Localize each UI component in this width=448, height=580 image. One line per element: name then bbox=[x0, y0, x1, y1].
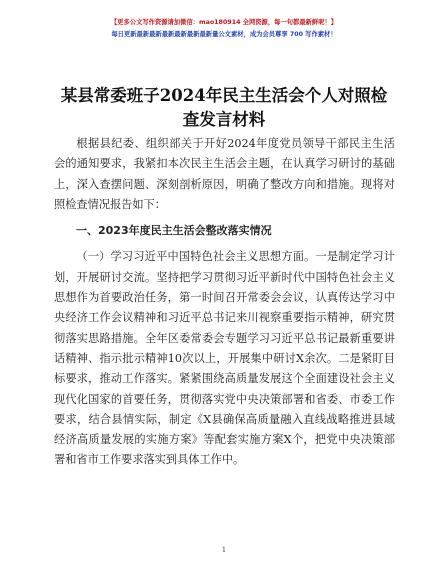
banner-line-red: 【更多公文写作资源请加微信：mao180914 全网资源，每一句都最新鲜呢！】 bbox=[110, 19, 338, 26]
banner-line-blue: 每日更新最新最新最新最新最新最新量公文素材，成为会员尊享 700 写作素材！ bbox=[111, 31, 337, 38]
document-title: 某县常委班子2024年民主生活会个人对照检查发言材料 bbox=[60, 86, 388, 129]
intro-paragraph: 根据县纪委、组织部关于开好2024年度党员领导干部民主生活会的通知要求，我紧扣本次民主生活会主题，在认真学习研讨的基础上，深入查摆问题、深刻剖析原因，明确了整改方向和措施。现将对照检查情况报告如下： bbox=[54, 137, 395, 211]
section-paragraph: （一）学习习近平中国特色社会主义思想方面。一是制定学习计划，开展研讨交流。坚持把学习贯彻习近平新时代中国特色社会主义思想作为首要政治任务，第一时间召开常委会会议，认真传达学习中央经济工作会议精神和习近平总书记来川视察重要指示精神，研究贯彻落实思路措施。全年区委常委会专题学习习近平总书记最新重要讲话精神、指示批示精神10次以上，开展集中研讨X余次。二是紧盯目标要求，推动工作落实。紧紧围绕高质量发展这个全面建设社会主义现代化国家的首要任务，贯彻落实党中央决策部署和省委、市委工作要求，结合县情实际，制定《X县确保高质量融入直线战略推进县域经济高质量发展的实施方案》等配套实施方案X个，把党中央决策部署和省市工作要求落实到具体工作中。 bbox=[54, 250, 395, 467]
document-body bbox=[54, 134, 395, 471]
promo-banner bbox=[0, 18, 448, 40]
section-heading: 一、2023年度民主生活会整改落实情况 bbox=[76, 224, 272, 238]
page-number: 1 bbox=[221, 546, 227, 554]
